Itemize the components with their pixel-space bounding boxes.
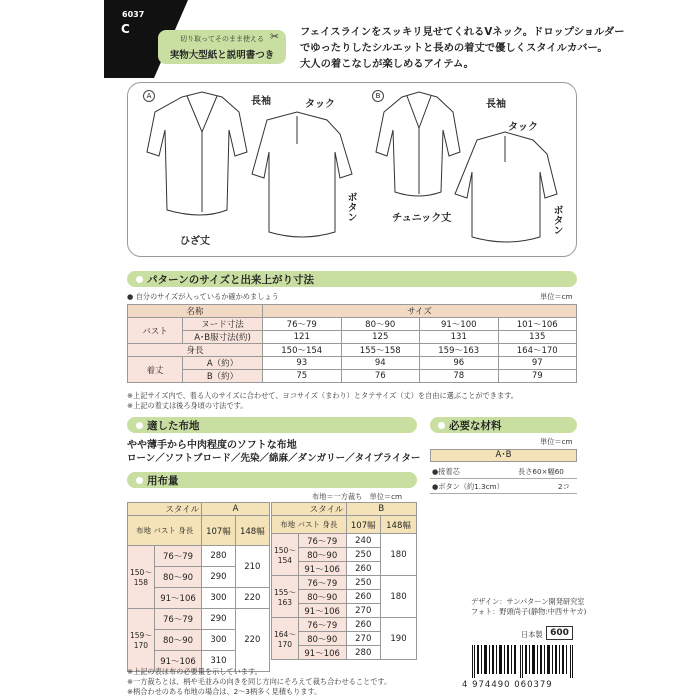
style-b-button-label: ボタン <box>551 205 562 235</box>
made-in-label: 日本製 <box>521 630 543 639</box>
a-g1-107-3: 300 <box>202 588 236 609</box>
size-ab-2: 125 <box>341 331 420 344</box>
size-nude-3: 91〜100 <box>420 318 499 331</box>
size-nude-1: 76〜79 <box>263 318 342 331</box>
b-g2-bust-1: 76〜79 <box>298 576 346 590</box>
a-head-bust: バスト <box>153 526 176 535</box>
a-group1-height: 150〜158 <box>128 546 155 609</box>
a-g1-148-b: 220 <box>235 588 269 609</box>
cut-badge-big: 実物大型紙と説明書つき <box>169 50 275 61</box>
size-nude-label: ヌード寸法 <box>183 318 263 331</box>
b-head-fabric: 布地 <box>280 520 296 529</box>
a-g1-107-2: 290 <box>202 567 236 588</box>
size-a-label: A（約） <box>183 357 263 370</box>
b-g3-148: 190 <box>380 618 416 660</box>
yardage-note-2: ※一方裁ちとは、柄や毛並みの向きを同じ方向にそろえて裁ち合わせることです。 <box>127 677 392 686</box>
size-ab-1: 121 <box>263 331 342 344</box>
a-g2-bust-3: 91〜106 <box>154 651 201 672</box>
size-height-3: 159〜163 <box>420 344 499 357</box>
fabric-section-title: 適した布地 <box>147 420 200 432</box>
a-g2-107-2: 300 <box>202 630 236 651</box>
size-unit: 単位＝cm <box>540 292 573 301</box>
b-g1-bust-3: 91〜106 <box>298 562 346 576</box>
a-g1-bust-3: 91〜106 <box>154 588 201 609</box>
size-b-label: B（約） <box>183 370 263 383</box>
b-g2-107-2: 260 <box>346 590 380 604</box>
garment-illustrations <box>127 82 577 257</box>
barcode-icon <box>470 645 576 678</box>
price-box: 600 <box>546 626 573 640</box>
material-1-value: 長さ60×幅60 <box>518 467 564 476</box>
size-section-title: パターンのサイズと出来上がり寸法 <box>147 274 314 286</box>
a-g2-bust-2: 80〜90 <box>154 630 201 651</box>
b-g1-107-3: 260 <box>346 562 380 576</box>
pattern-number: 6037 <box>122 10 145 19</box>
b-group2-height: 155〜163 <box>272 576 299 618</box>
size-a-4: 97 <box>498 357 577 370</box>
materials-unit: 単位＝cm <box>540 437 573 446</box>
size-nude-4: 101〜106 <box>498 318 577 331</box>
materials-section-title: 必要な材料 <box>449 420 502 432</box>
a-g1-bust-1: 76〜79 <box>154 546 201 567</box>
size-height-1: 150〜154 <box>263 344 342 357</box>
style-b-sleeve-label: 長袖 <box>486 99 506 110</box>
b-g2-107-1: 250 <box>346 576 380 590</box>
b-style-label: スタイル <box>272 503 347 516</box>
yardage-section-bullet <box>136 477 143 484</box>
size-height-label: 身長 <box>128 344 263 357</box>
materials-header: A･B <box>430 449 577 462</box>
a-group2-height: 159〜170 <box>128 609 155 672</box>
materials-divider <box>430 478 577 479</box>
b-g3-107-1: 260 <box>346 618 380 632</box>
a-style-label: スタイル <box>128 503 202 516</box>
size-head-size: サイズ <box>263 305 577 318</box>
yardage-note-1: ※上記の表は布の必要量を示しています。 <box>127 667 262 676</box>
a-style-value: A <box>202 503 270 516</box>
a-g2-bust-1: 76〜79 <box>154 609 201 630</box>
style-b-tuck-label: タック <box>508 122 538 133</box>
materials-section-bullet <box>438 422 445 429</box>
credit-photo: フォト：野頭尚子(静物:中西サヤカ) <box>471 607 587 616</box>
b-g2-bust-3: 91〜106 <box>298 604 346 618</box>
fabric-section-bullet <box>136 422 143 429</box>
size-b-2: 76 <box>341 370 420 383</box>
a-head-fabric: 布地 <box>135 526 151 535</box>
b-g3-bust-2: 80〜90 <box>298 632 346 646</box>
b-g1-107-2: 250 <box>346 548 380 562</box>
b-g3-bust-3: 91〜106 <box>298 646 346 660</box>
size-a-2: 94 <box>341 357 420 370</box>
size-section-bullet <box>136 276 143 283</box>
size-footnote-1: ※上記サイズ内で、着る人のサイズに合わせて、ヨコサイズ（まわり）とタテサイズ（丈）を自由に選ぶことができます。 <box>127 391 518 400</box>
a-g2-107-3: 310 <box>202 651 236 672</box>
b-style-value: B <box>346 503 416 516</box>
size-head-name: 名称 <box>128 305 263 318</box>
b-group1-height: 150〜154 <box>272 534 299 576</box>
size-bust-label: バスト <box>128 318 183 344</box>
cut-badge-small: 切り取ってそのまま使える <box>180 35 264 43</box>
b-g3-107-2: 270 <box>346 632 380 646</box>
style-b-marker: B <box>372 90 384 102</box>
b-g2-107-3: 270 <box>346 604 380 618</box>
b-g1-bust-1: 76〜79 <box>298 534 346 548</box>
yardage-table-a <box>127 502 270 672</box>
description-line-3: 大人の着こなしが楽しめるアイテム。 <box>300 58 474 70</box>
material-2-value: 2コ <box>558 482 570 491</box>
b-head-bust: バスト <box>297 520 320 529</box>
fabric-line-1: やや薄手から中肉程度のソフトな布地 <box>127 440 297 451</box>
style-a-marker: A <box>143 90 155 102</box>
size-ab-label: A･B服寸法(約) <box>183 331 263 344</box>
yardage-note-3: ※柄合わせのある布地の場合は、2〜3柄多く見積もります。 <box>127 687 322 696</box>
b-g1-107-1: 240 <box>346 534 380 548</box>
size-a-1: 93 <box>263 357 342 370</box>
size-note-text: 自分のサイズが入っているか確かめましょう <box>135 292 279 301</box>
style-b-length-label: チュニック丈 <box>392 213 452 224</box>
material-2-name: ●ボタン（約1.3cm） <box>432 482 504 491</box>
b-g1-148: 180 <box>380 534 416 576</box>
b-head-height: 身長 <box>322 520 338 529</box>
style-a-tuck-label: タック <box>305 99 335 110</box>
material-1-name: ●接着芯 <box>432 467 460 476</box>
size-ab-4: 135 <box>498 331 577 344</box>
a-g1-148-a: 210 <box>235 546 269 588</box>
a-head-107: 107幅 <box>202 516 236 546</box>
size-b-4: 79 <box>498 370 577 383</box>
fabric-line-2: ローン／ソフトブロード／先染／綿麻／ダンガリー／タイプライター <box>127 453 421 464</box>
b-head-148: 148幅 <box>380 516 416 534</box>
style-a-length-label: ひざ丈 <box>180 236 210 247</box>
brand-logo: C <box>121 22 130 36</box>
size-b-1: 75 <box>263 370 342 383</box>
a-g2-107-1: 290 <box>202 609 236 630</box>
style-a-sleeve-label: 長袖 <box>251 96 271 107</box>
credit-design: デザイン：サンパターン開発研究室 <box>471 597 585 606</box>
a-g2-148: 220 <box>235 609 269 672</box>
size-nude-2: 80〜90 <box>341 318 420 331</box>
size-footnote-2: ※上記の着丈は後ろ身頃の寸法です。 <box>127 401 248 410</box>
a-head-148: 148幅 <box>235 516 269 546</box>
size-height-2: 155〜158 <box>341 344 420 357</box>
size-table <box>127 304 577 383</box>
size-height-4: 164〜170 <box>498 344 577 357</box>
materials-bottom-line <box>430 493 577 494</box>
yardage-section-title: 用布量 <box>147 475 179 487</box>
barcode-number: 4 974490 060379 <box>462 680 553 690</box>
a-g1-bust-2: 80〜90 <box>154 567 201 588</box>
scissors-icon: ✂ <box>270 30 280 43</box>
description-line-2: でゆったりしたシルエットと長めの着丈で優しくスタイルカバー。 <box>300 42 608 54</box>
yardage-unit-note: 布地＝一方裁ち 単位＝cm <box>312 492 403 501</box>
a-g1-107-1: 280 <box>202 546 236 567</box>
size-ab-3: 131 <box>420 331 499 344</box>
b-group3-height: 164〜170 <box>272 618 299 660</box>
b-g3-107-3: 280 <box>346 646 380 660</box>
size-section-note: ● 自分のサイズが入っているか確かめましょう <box>127 292 279 301</box>
b-head-107: 107幅 <box>346 516 380 534</box>
b-g1-bust-2: 80〜90 <box>298 548 346 562</box>
description-line-1: フェイスラインをスッキリ見せてくれるVネック。ドロップショルダー <box>300 26 625 38</box>
size-a-3: 96 <box>420 357 499 370</box>
b-g2-bust-2: 80〜90 <box>298 590 346 604</box>
size-b-3: 78 <box>420 370 499 383</box>
style-a-button-label: ボタン <box>345 192 356 222</box>
yardage-table-b <box>271 502 417 660</box>
b-g2-148: 180 <box>380 576 416 618</box>
a-head-height: 身長 <box>178 526 194 535</box>
size-length-label: 着丈 <box>128 357 183 383</box>
a-header-diagonal <box>128 516 202 546</box>
b-g3-bust-1: 76〜79 <box>298 618 346 632</box>
b-header-diagonal <box>272 516 347 534</box>
